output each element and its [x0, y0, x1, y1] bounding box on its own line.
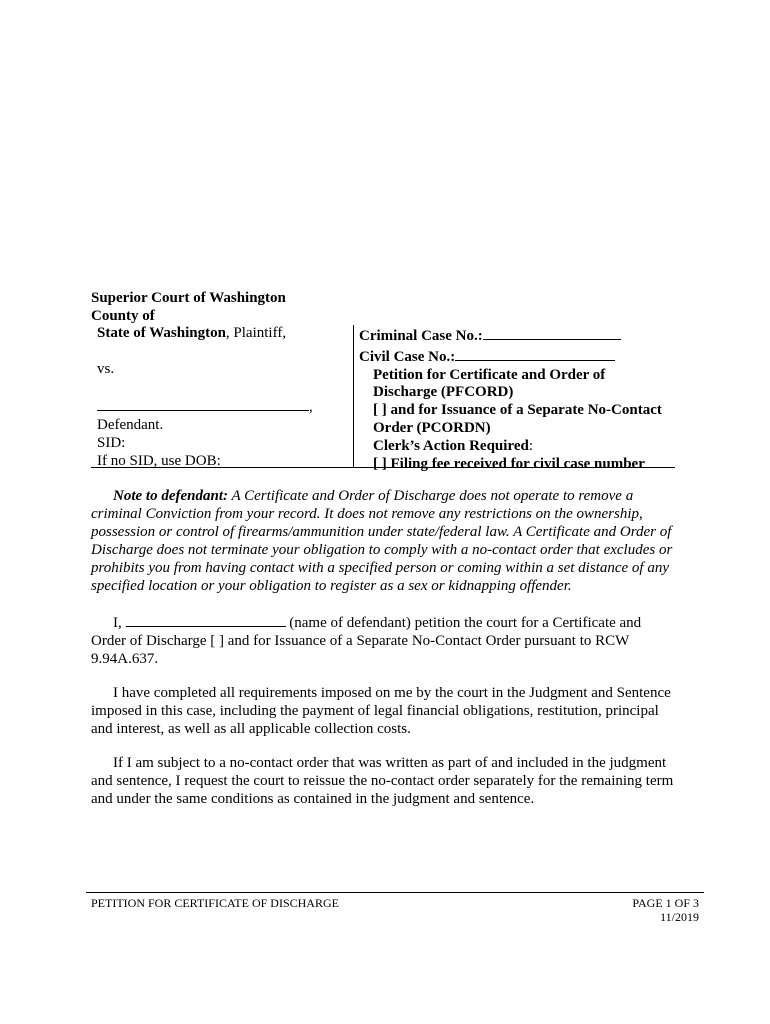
requirements-text: I have completed all requirements imposed on me by the court in the Judgment and Sentence imposed in this case, including the payment of legal financial obligations, restitution, principal and interest, as well as all applicable collection costs.: [91, 685, 671, 737]
no-contact-text: If I am subject to a no-contact order that was written as part of and included in the judgment and sentence, I request the court to reissue the no-contact order separately for the remaining term and under the same conditions as contained in the judgment and sentence.: [91, 755, 674, 807]
county-line: County of: [91, 308, 155, 324]
caption-case-info: [359, 325, 675, 473]
spacer: [97, 378, 349, 396]
spacer: [97, 343, 349, 361]
dob-label: If no SID, use DOB:: [97, 452, 221, 469]
defendant-name-blank[interactable]: [97, 396, 309, 411]
petition-title-1: Petition for Certificate and Order of: [373, 366, 606, 383]
petition-intro: I,: [113, 615, 126, 631]
filing-fee-checkbox[interactable]: [ ] Filing fee received for civil case number: [373, 455, 645, 472]
caption-parties: [97, 325, 349, 470]
petition-title-4: Order (PCORDN): [373, 419, 491, 436]
caption-divider: [353, 325, 354, 468]
note-text: A Certificate and Order of Discharge does not operate to remove a criminal Conviction from your record. It does not remove any restrictions on the ownership, possession or control of firearms/ammunition under state/federal law. A Certificate and Order of Discharge does not terminate your obligation to comply with a no-contact order that excludes or prohibits you from having contact with a specified person or coming within a set distance of any specified location or your obligation to register as a sex or kidnapping offender.: [91, 488, 673, 594]
note-to-defendant: [91, 487, 679, 595]
sid-label: SID:: [97, 434, 126, 451]
petition-title-3: [ ] and for Issuance of a Separate No-Contact: [373, 402, 662, 419]
defendant-label: Defendant.: [97, 416, 164, 433]
defendant-comma: ,: [309, 399, 313, 416]
petition-paragraph: [91, 612, 679, 668]
plaintiff-name: State of Washington: [97, 325, 226, 341]
court-header: [91, 289, 286, 325]
petition-text: (name of defendant) petition the court for a Certificate and Order of Discharge [ ] and for Issuance of a Separate No-Contact Order pursuant to RCW 9.94A.637.: [91, 615, 642, 667]
criminal-case-label: Criminal Case No.:: [359, 328, 483, 344]
form-date: 11/2019: [660, 910, 699, 924]
note-label: Note to defendant:: [113, 488, 228, 504]
defendant-name-field[interactable]: [126, 612, 286, 627]
case-caption: [91, 325, 675, 472]
no-contact-paragraph: [91, 754, 679, 808]
clerk-action-label: Clerk’s Action Required: [373, 437, 529, 454]
court-name: Superior Court of Washington: [91, 290, 286, 306]
criminal-case-line: [359, 325, 675, 346]
footer-page-info: [560, 896, 699, 924]
criminal-case-field[interactable]: [483, 325, 621, 340]
vs-label: vs.: [97, 360, 115, 377]
clerk-action-colon: :: [528, 437, 534, 454]
plaintiff-line: [97, 325, 349, 343]
civil-case-line: [359, 346, 675, 367]
civil-case-field[interactable]: [455, 346, 615, 361]
page-number: PAGE 1 OF 3: [632, 896, 699, 910]
footer-title: PETITION FOR CERTIFICATE OF DISCHARGE: [91, 896, 339, 910]
requirements-paragraph: [91, 684, 679, 738]
plaintiff-label: , Plaintiff,: [225, 325, 287, 341]
defendant-name-line: [97, 396, 349, 417]
clerk-action-line: [359, 438, 675, 456]
civil-case-label: Civil Case No.:: [359, 348, 456, 365]
petition-title-2: Discharge (PFCORD): [373, 384, 514, 401]
footer-rule: [86, 892, 704, 893]
